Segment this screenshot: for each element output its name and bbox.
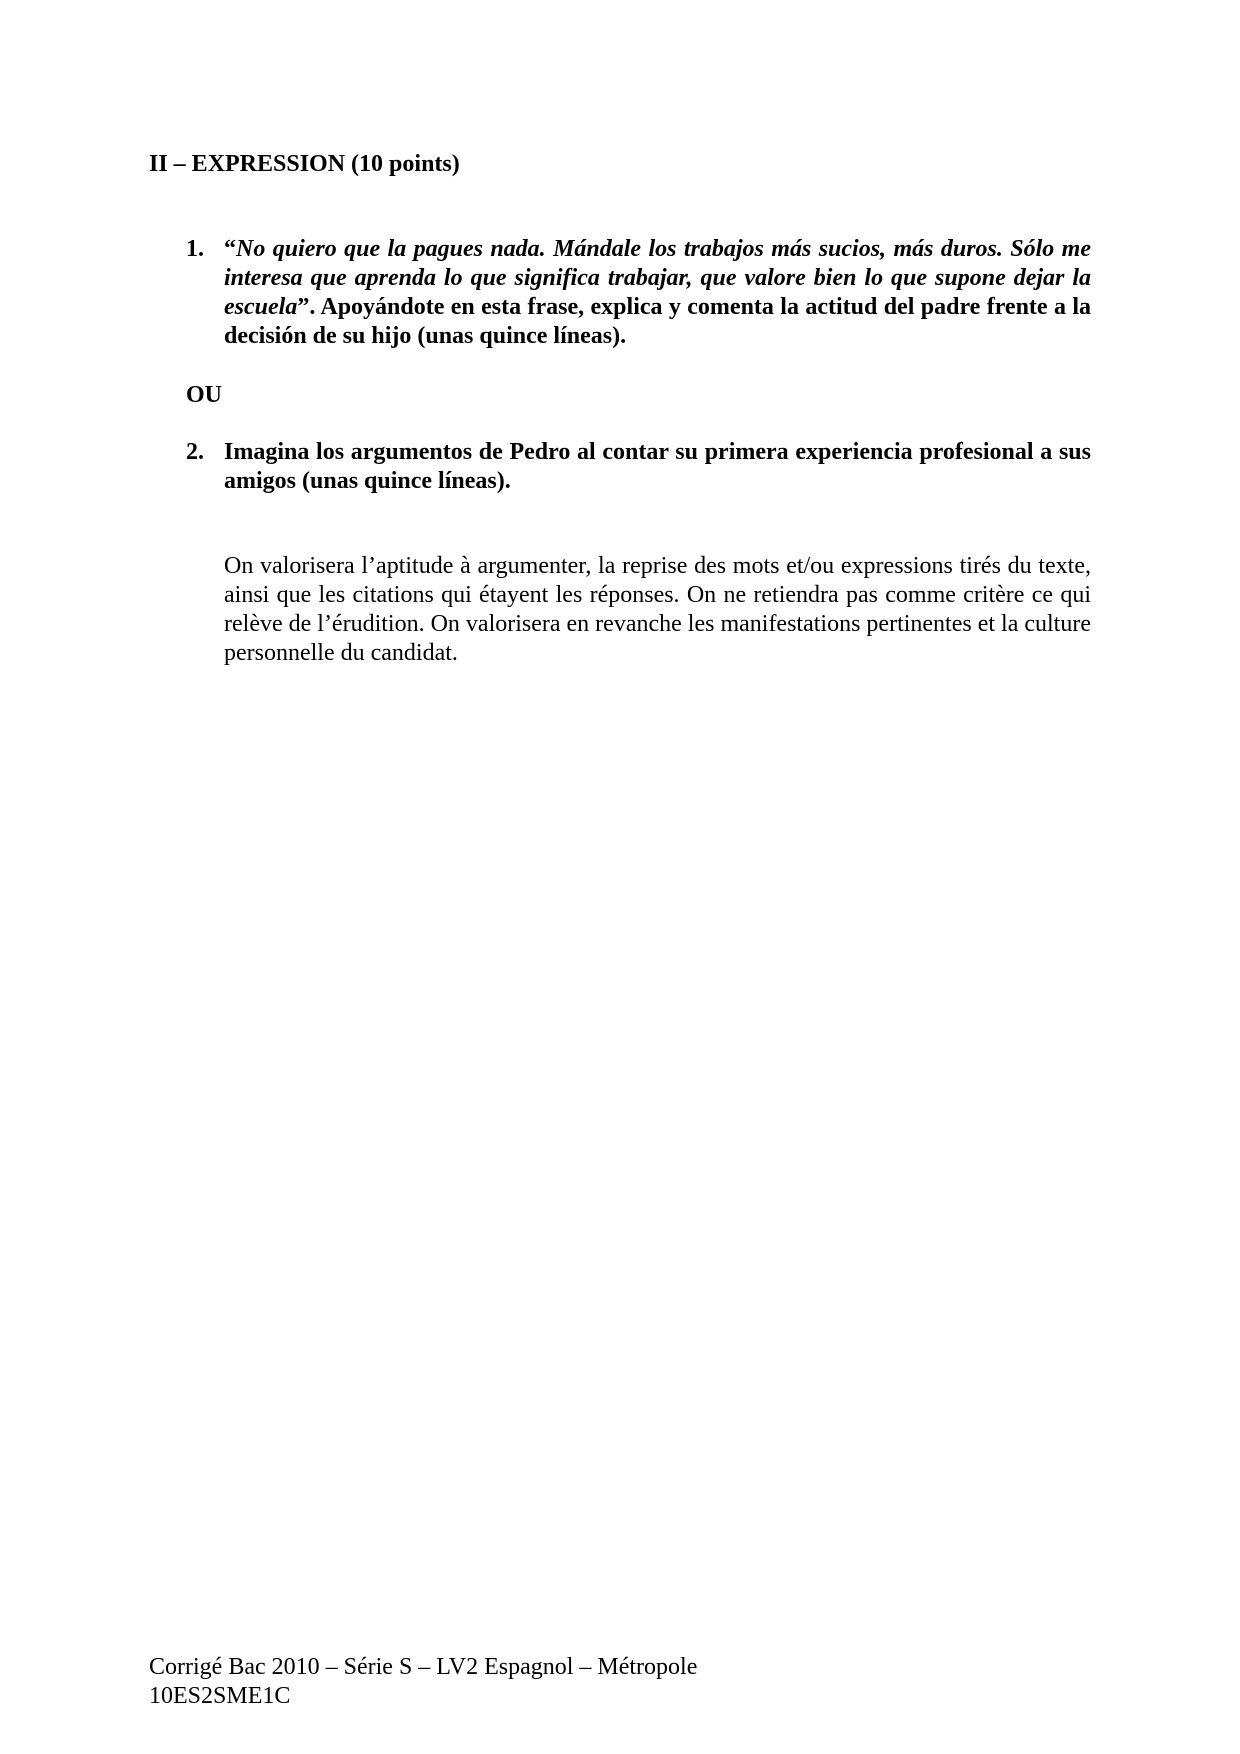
question-1-number: 1. xyxy=(186,236,204,262)
question-1-text xyxy=(224,235,1091,351)
question-1-open-quote: “ xyxy=(224,236,236,262)
section-heading: II – EXPRESSION (10 points) xyxy=(149,151,460,177)
or-separator: OU xyxy=(186,382,222,408)
question-1-close-quote: ”. xyxy=(297,294,321,320)
question-1-prompt: Apoyándote en esta frase, explica y comenta la actitud del padre frente a la decisión de su hijo (unas quince líneas). xyxy=(224,294,1091,349)
page-footer xyxy=(149,1653,697,1711)
grading-note: On valorisera l’aptitude à argumenter, la reprise des mots et/ou expressions tirés du texte, ainsi que les citations qui étayent les réponses. On ne retiendra pas comme critère ce qui relève de l’érudition. On valorisera en revanche les manifestations pertinentes et la culture personnelle du candidat. xyxy=(224,553,1091,666)
question-1-quote: No quiero que la pagues nada. Mándale los trabajos más sucios, más duros. Sólo me interesa que aprenda lo que significa trabajar, que valore bien lo que supone dejar la escuela xyxy=(224,236,1091,320)
footer-line-2: 10ES2SME1C xyxy=(149,1683,291,1709)
question-2-number: 2. xyxy=(186,439,204,465)
footer-line-1: Corrigé Bac 2010 – Série S – LV2 Espagnol – Métropole xyxy=(149,1654,698,1680)
question-2-text: Imagina los argumentos de Pedro al contar su primera experiencia profesional a sus amigos (unas quince líneas). xyxy=(224,439,1091,494)
